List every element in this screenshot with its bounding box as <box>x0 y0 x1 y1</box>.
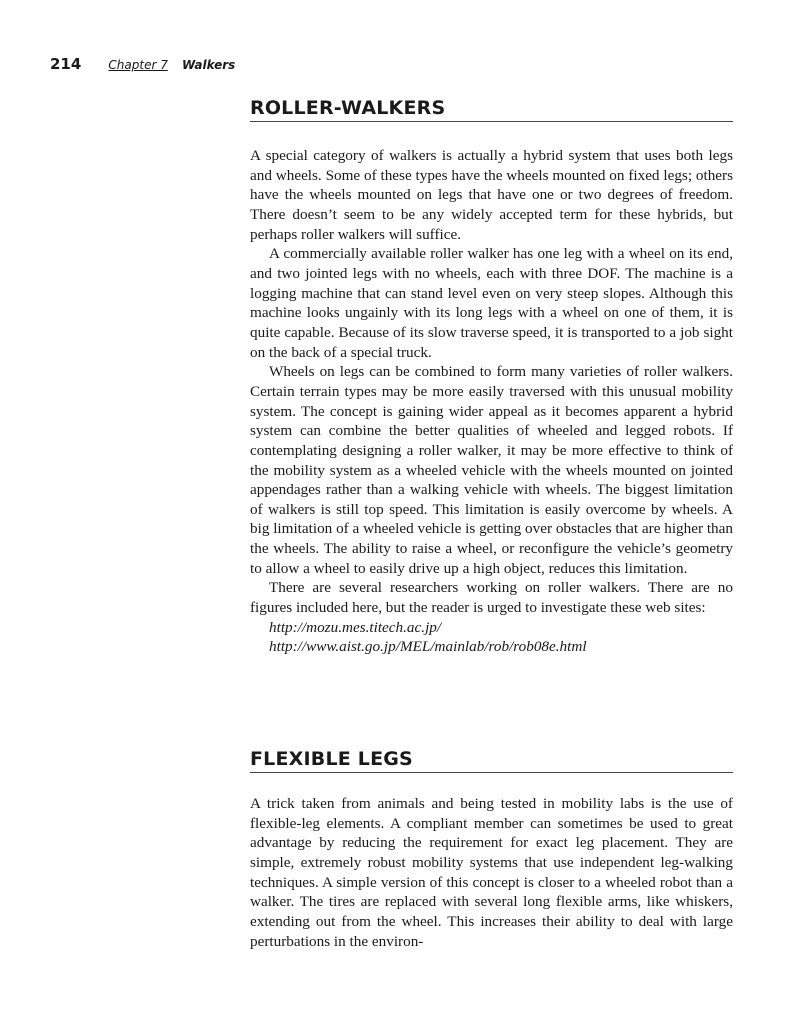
section-body <box>250 146 733 657</box>
paragraph: A special category of walkers is actually a hybrid system that uses both legs and wheels. Some of these types have the wheels mounted on fixed legs; others have the wheels mounted on legs that have one or two degrees of freedom. There doesn’t seem to be any widely accepted term for these hybrids, but perhaps roller walkers will suffice. <box>250 147 733 243</box>
section-flexible-legs <box>250 748 733 951</box>
section-body <box>250 794 733 951</box>
paragraph: There are several researchers working on roller walkers. There are no figures included here, but the reader is urged to investigate these web sites: <box>250 579 733 617</box>
url-link: http://mozu.mes.titech.ac.jp/ <box>269 618 442 636</box>
paragraph: A commercially available roller walker has one leg with a wheel on its end, and two jointed legs with no wheels, each with three DOF. The machine is a logging machine that can stand level even on very steep slopes. Although this machine looks ungainly with its long legs with a wheel on one of them, it is quite capable. Because of its slow traverse speed, it is transported to a job sight on the back of a special truck. <box>250 245 733 361</box>
page-number: 214 <box>50 55 82 73</box>
running-head <box>50 54 235 73</box>
section-heading: FLEXIBLE LEGS <box>250 748 733 773</box>
paragraph: Wheels on legs can be combined to form many varieties of roller walkers. Certain terrain types may be more easily traversed with this unusual mobility system. The concept is gaining wider appeal as it becomes apparent a hybrid system can combine the better qualities of wheeled and legged robots. If contemplating designing a roller walker, it may be more effective to think of the mobility system as a wheeled vehicle with the wheels mounted on jointed appendages rather than a walking vehicle with wheels. The biggest limitation of walkers is still top speed. This limitation is easily overcome by wheels. A big limitation of a wheeled vehicle is getting over obstacles that are higher than the wheels. The ability to raise a wheel, or reconfigure the vehicle’s geometry to allow a wheel to easily drive up a high object, reduces this limitation. <box>250 363 733 577</box>
section-heading: ROLLER-WALKERS <box>250 97 733 122</box>
paragraph: A trick taken from animals and being tested in mobility labs is the use of flexible-leg elements. A compliant member can sometimes be used to great advantage by reducing the requirement for exact leg placement. They are simple, extremely robust mobility systems that use independent leg-walking techniques. A simple version of this concept is closer to a wheeled robot than a walker. The tires are replaced with several long flexible arms, like whiskers, extending out from the wheel. This increases their ability to deal with large perturbations in the environ- <box>250 795 733 950</box>
chapter-label: Chapter 7 <box>108 58 168 72</box>
chapter-title: Walkers <box>181 58 236 72</box>
url-link: http://www.aist.go.jp/MEL/mainlab/rob/rob08e.html <box>269 638 587 656</box>
section-roller-walkers <box>250 97 733 657</box>
